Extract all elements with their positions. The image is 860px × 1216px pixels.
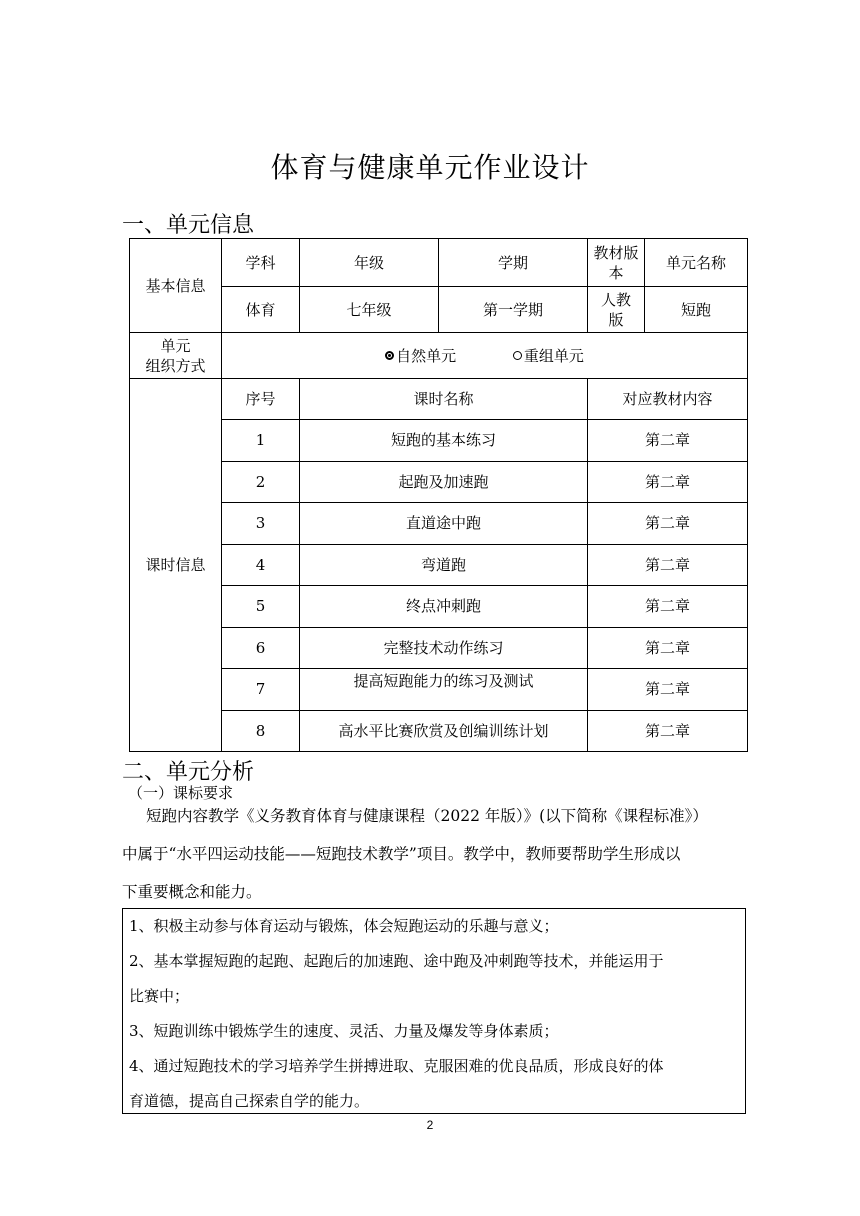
- lesson-name: 高水平比赛欣赏及创编训练计划: [300, 710, 588, 752]
- curriculum-paragraph: [122, 797, 740, 911]
- table-row: [130, 544, 748, 586]
- header-term: 学期: [439, 239, 588, 287]
- paragraph-line: 短跑内容教学《义务教育体育与健康课程（2022 年版）》(以下简称《课程标准》）: [146, 807, 708, 825]
- basic-info-value-row: [130, 287, 748, 333]
- lesson-content: 第二章: [588, 503, 748, 545]
- subsection-heading-curriculum: （一）课标要求: [128, 784, 234, 802]
- lesson-no: 6: [222, 627, 300, 669]
- unit-info-table: [129, 238, 748, 752]
- header-unit-name: 单元名称: [645, 239, 748, 287]
- section-heading-unit-info: 一、单元信息: [122, 213, 255, 238]
- lesson-content: 第二章: [588, 710, 748, 752]
- header-subject: 学科: [222, 239, 300, 287]
- lesson-name: 直道途中跑: [300, 503, 588, 545]
- organization-label: [130, 333, 222, 379]
- header-lesson-content: 对应教材内容: [588, 379, 748, 420]
- value-grade: 七年级: [300, 287, 439, 333]
- lesson-content: 第二章: [588, 544, 748, 586]
- requirement-line: 2、基本掌握短跑的起跑、起跑后的加速跑、途中跑及冲刺跑等技术，并能运用于: [129, 952, 664, 970]
- page-title: 体育与健康单元作业设计: [270, 151, 590, 184]
- lesson-no: 7: [222, 669, 300, 711]
- requirement-line: 4、通过短跑技术的学习培养学生拼搏进取、克服困难的优良品质，形成良好的体: [129, 1057, 664, 1075]
- lessons-label: 课时信息: [130, 379, 222, 752]
- value-subject: 体育: [222, 287, 300, 333]
- option-regrouped-unit-label: 重组单元: [523, 346, 584, 365]
- table-row: [130, 586, 748, 628]
- lesson-name: 完整技术动作练习: [300, 627, 588, 669]
- lesson-content: 第二章: [588, 420, 748, 462]
- value-textbook-edition: 人教版: [588, 287, 645, 333]
- lesson-name: 提高短跑能力的练习及测试: [300, 669, 588, 711]
- lesson-name: 终点冲刺跑: [300, 586, 588, 628]
- paragraph-line: 下重要概念和能力。: [122, 883, 262, 901]
- section-heading-unit-analysis: 二、单元分析: [122, 760, 255, 785]
- table-row: [130, 420, 748, 462]
- requirement-line: 比赛中；: [129, 987, 190, 1005]
- lesson-content: 第二章: [588, 669, 748, 711]
- table-row: [130, 669, 748, 711]
- lesson-no: 1: [222, 420, 300, 462]
- paragraph-line: 中属于“水平四运动技能——短跑技术教学”项目。教学中，教师要帮助学生形成以: [122, 845, 681, 863]
- table-row: [130, 503, 748, 545]
- basic-info-header-row: [130, 239, 748, 287]
- radio-selected-icon: [385, 351, 394, 360]
- header-lesson-name: 课时名称: [300, 379, 588, 420]
- table-row: [130, 627, 748, 669]
- requirement-line: 育道德，提高自己探索自学的能力。: [129, 1092, 370, 1110]
- basic-info-label: 基本信息: [130, 239, 222, 333]
- organization-label-line1: 单元: [160, 336, 191, 355]
- lesson-name: 弯道跑: [300, 544, 588, 586]
- lessons-header-row: [130, 379, 748, 420]
- page-number: 2: [426, 1118, 434, 1132]
- table-row: [130, 710, 748, 752]
- lesson-name: 起跑及加速跑: [300, 461, 588, 503]
- organization-options: [222, 333, 748, 379]
- requirements-box: [122, 908, 746, 1114]
- option-regrouped-unit[interactable]: [513, 346, 584, 366]
- requirement-line: 3、短跑训练中锻炼学生的速度、灵活、力量及爆发等身体素质；: [129, 1022, 559, 1040]
- header-lesson-no: 序号: [222, 379, 300, 420]
- lesson-name: 短跑的基本练习: [300, 420, 588, 462]
- option-natural-unit[interactable]: [385, 346, 456, 366]
- lesson-content: 第二章: [588, 461, 748, 503]
- table-row: [130, 461, 748, 503]
- lesson-no: 4: [222, 544, 300, 586]
- header-textbook-edition: 教材版本: [588, 239, 645, 287]
- lesson-content: 第二章: [588, 627, 748, 669]
- lesson-no: 3: [222, 503, 300, 545]
- option-natural-unit-label: 自然单元: [396, 346, 457, 365]
- organization-label-line2: 组织方式: [145, 356, 206, 375]
- lesson-no: 8: [222, 710, 300, 752]
- radio-unselected-icon: [513, 351, 522, 360]
- lesson-content: 第二章: [588, 586, 748, 628]
- requirement-line: 1、积极主动参与体育运动与锻炼，体会短跑运动的乐趣与意义；: [129, 917, 559, 935]
- lesson-no: 5: [222, 586, 300, 628]
- header-grade: 年级: [300, 239, 439, 287]
- lesson-no: 2: [222, 461, 300, 503]
- value-term: 第一学期: [439, 287, 588, 333]
- value-unit-name: 短跑: [645, 287, 748, 333]
- organization-row: [130, 333, 748, 379]
